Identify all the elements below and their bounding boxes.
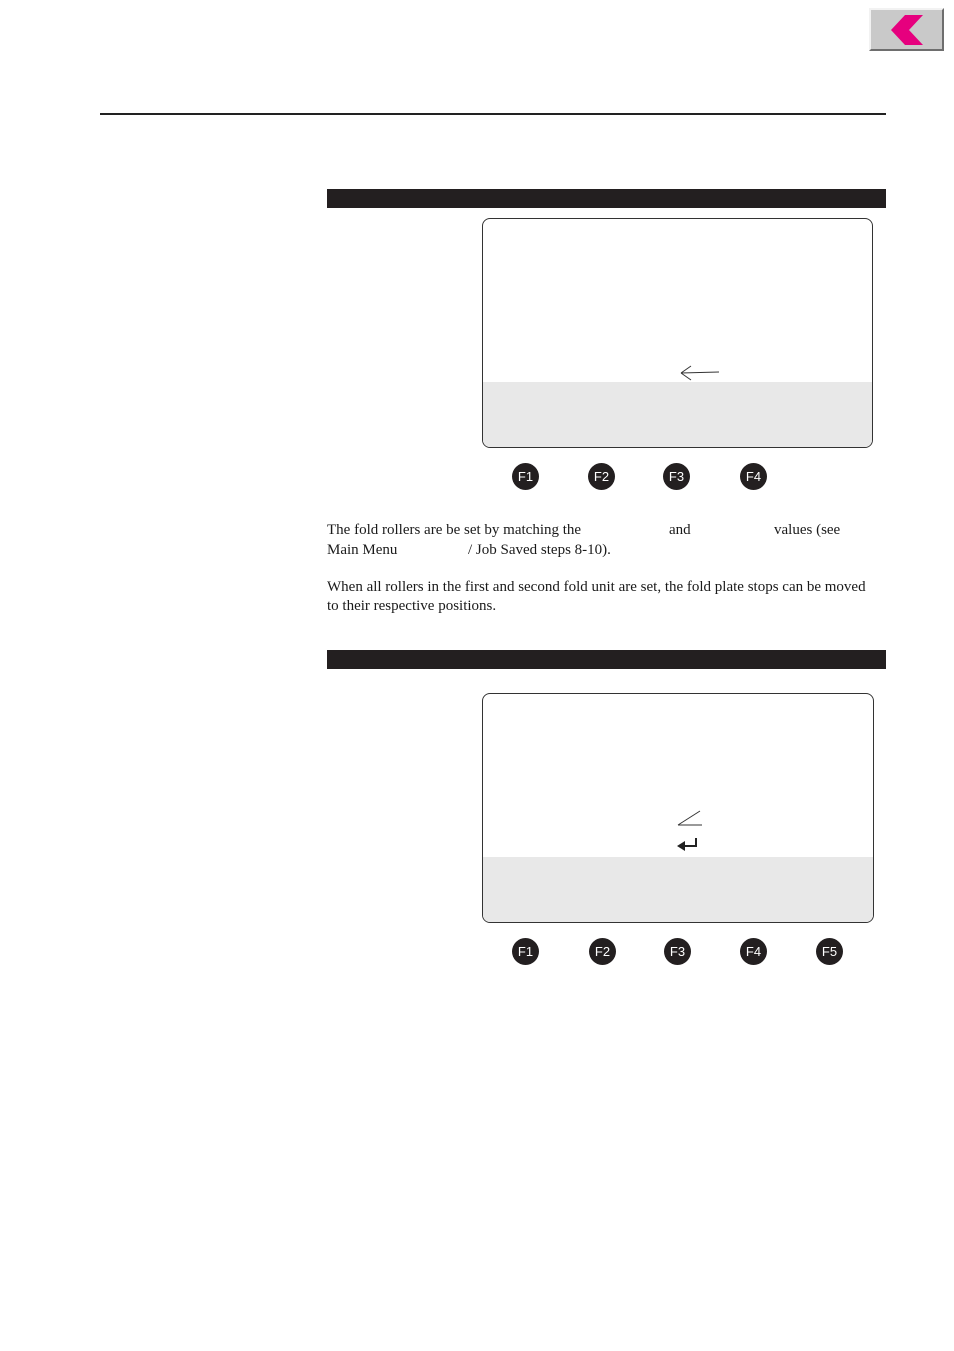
back-button[interactable] xyxy=(869,8,944,51)
para1-text: values (see xyxy=(774,522,841,538)
fkey-f5[interactable]: F5 xyxy=(816,938,843,965)
section-heading-bar xyxy=(327,650,886,669)
display-screen xyxy=(482,693,874,923)
fkey-f1[interactable]: F1 xyxy=(512,463,539,490)
display-screen xyxy=(482,218,873,448)
fkey-f1[interactable]: F1 xyxy=(512,938,539,965)
fkey-f2[interactable]: F2 xyxy=(589,938,616,965)
angle-icon xyxy=(676,809,704,829)
arrow-left-icon xyxy=(679,365,721,381)
header-rule xyxy=(100,113,886,115)
fkey-f4[interactable]: F4 xyxy=(740,938,767,965)
softkey-area xyxy=(483,857,873,922)
fkey-f3[interactable]: F3 xyxy=(663,463,690,490)
para2-text: When all rollers in the first and second fold unit are set, the fold plate stops can be moved to their respective positions. xyxy=(327,579,866,614)
para1-text: Main Menu xyxy=(327,542,398,558)
chevron-left-icon xyxy=(891,15,925,45)
para1-text: The fold rollers are be set by matching the xyxy=(327,522,582,538)
para1-text: and xyxy=(669,522,691,538)
fkey-f4[interactable]: F4 xyxy=(740,463,767,490)
enter-return-icon xyxy=(676,836,700,854)
fkey-f3[interactable]: F3 xyxy=(664,938,691,965)
para1-text: / Job Saved steps 8-10). xyxy=(468,542,611,558)
fkey-f2[interactable]: F2 xyxy=(588,463,615,490)
section-heading-bar xyxy=(327,189,886,208)
softkey-area xyxy=(483,382,872,447)
